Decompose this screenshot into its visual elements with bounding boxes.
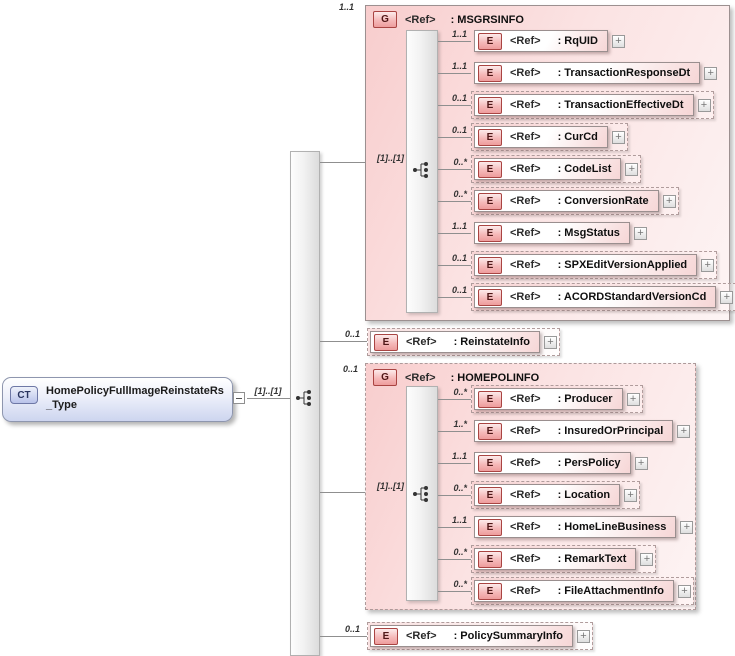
element-name: : CodeList: [557, 163, 612, 175]
connector-line: [320, 162, 365, 163]
ref-label: <Ref>: [510, 99, 541, 111]
ref-label: <Ref>: [510, 425, 541, 437]
element-name: : Producer: [557, 393, 613, 405]
element-box: [474, 420, 673, 442]
ref-label: <Ref>: [510, 67, 541, 79]
element-spxeditversionapplied[interactable]: [471, 251, 717, 279]
cardinality-label: 1..1: [338, 2, 354, 12]
expand-icon[interactable]: +: [698, 99, 711, 112]
expand-icon[interactable]: +: [704, 67, 717, 80]
expand-icon[interactable]: +: [612, 35, 625, 48]
group-badge: G: [373, 369, 397, 386]
expand-icon[interactable]: +: [635, 457, 648, 470]
expand-icon[interactable]: +: [627, 393, 640, 406]
cardinality-label: 0..1: [451, 93, 467, 103]
schema-row: [438, 26, 735, 56]
expand-icon[interactable]: +: [678, 585, 691, 598]
element-badge: E: [478, 289, 502, 306]
group-homepolinfo[interactable]: [365, 363, 696, 610]
element-badge: E: [478, 455, 502, 472]
element-name: : PolicySummaryInfo: [453, 630, 563, 642]
connector-line: [247, 398, 290, 399]
element-conversionrate[interactable]: [471, 187, 679, 215]
expand-icon[interactable]: +: [577, 630, 590, 643]
cardinality-label: [1]..[1]: [377, 153, 404, 163]
schema-row: [438, 544, 696, 574]
ref-label: <Ref>: [510, 585, 541, 597]
complex-type-node[interactable]: [2, 377, 233, 422]
schema-row: [438, 384, 696, 414]
element-name: : PersPolicy: [557, 457, 621, 469]
element-homelinebusiness[interactable]: [471, 513, 696, 541]
ref-label: <Ref>: [405, 371, 436, 384]
schema-row: [438, 282, 735, 312]
element-name: : ACORDStandardVersionCd: [557, 291, 707, 303]
element-box: [474, 222, 630, 244]
element-name: : ConversionRate: [557, 195, 649, 207]
element-remarktext[interactable]: [471, 545, 656, 573]
expand-icon[interactable]: +: [640, 553, 653, 566]
element-fileattachmentinfo[interactable]: [471, 577, 694, 605]
element-curcd[interactable]: [471, 123, 628, 151]
element-reinstateinfo[interactable]: [367, 328, 560, 356]
schema-row: [438, 218, 735, 248]
ref-label: <Ref>: [510, 227, 541, 239]
group-badge: G: [373, 11, 397, 28]
element-name: : Location: [557, 489, 611, 501]
element-badge: E: [478, 519, 502, 536]
element-badge: E: [478, 423, 502, 440]
cardinality-label: 0..*: [453, 157, 467, 167]
sequence-compositor-icon: [411, 160, 433, 180]
complex-type-name: HomePolicyFullImageReinstateRs_Type: [46, 385, 224, 411]
ref-label: <Ref>: [510, 553, 541, 565]
ref-label: <Ref>: [406, 336, 437, 348]
cardinality-label: 0..*: [453, 189, 467, 199]
schema-row: [438, 250, 735, 280]
connector-line: [320, 492, 365, 493]
expand-icon[interactable]: +: [634, 227, 647, 240]
cardinality-label: [1]..[1]: [377, 481, 404, 491]
expand-icon[interactable]: +: [663, 195, 676, 208]
element-box: [370, 331, 540, 353]
cardinality-label: 0..*: [453, 579, 467, 589]
element-badge: E: [374, 334, 398, 351]
ref-label: <Ref>: [510, 195, 541, 207]
element-box: [474, 30, 608, 52]
cardinality-label: 1..1: [451, 221, 467, 231]
expand-icon[interactable]: +: [612, 131, 625, 144]
cardinality-label: 0..*: [453, 547, 467, 557]
element-policysummaryinfo[interactable]: [367, 622, 593, 650]
group-name: : MSGRSINFO: [450, 13, 524, 26]
schema-row: [438, 58, 735, 88]
group-name: : HOMEPOLINFO: [450, 371, 540, 384]
element-box: [370, 625, 573, 647]
connector-line: [320, 341, 367, 342]
expand-icon[interactable]: +: [625, 163, 638, 176]
complex-type-badge: CT: [10, 386, 38, 404]
schema-row: [438, 90, 735, 120]
element-box: [474, 580, 674, 602]
ref-label: <Ref>: [405, 13, 436, 26]
element-box: [474, 62, 700, 84]
element-transactioneffectivedt[interactable]: [471, 91, 714, 119]
element-name: : RemarkText: [557, 553, 627, 565]
element-rquid[interactable]: [471, 27, 628, 55]
schema-row: [438, 416, 696, 446]
element-box: [474, 126, 608, 148]
element-badge: E: [478, 193, 502, 210]
ref-label: <Ref>: [406, 630, 437, 642]
element-badge: E: [478, 97, 502, 114]
expand-icon[interactable]: +: [624, 489, 637, 502]
element-codelist[interactable]: [471, 155, 641, 183]
expand-icon[interactable]: +: [544, 336, 557, 349]
element-badge: E: [478, 257, 502, 274]
element-name: : RqUID: [557, 35, 598, 47]
ref-label: <Ref>: [510, 521, 541, 533]
element-insuredorprincipal[interactable]: [471, 417, 693, 445]
ref-label: <Ref>: [510, 259, 541, 271]
element-name: : TransactionEffectiveDt: [557, 99, 684, 111]
schema-row: [438, 154, 735, 184]
sequence-compositor-icon: [294, 388, 316, 408]
ref-label: <Ref>: [510, 131, 541, 143]
ref-label: <Ref>: [510, 489, 541, 501]
element-name: : MsgStatus: [557, 227, 620, 239]
element-box: [474, 516, 676, 538]
element-box: [474, 388, 623, 410]
element-badge: E: [478, 391, 502, 408]
element-badge: E: [478, 129, 502, 146]
connector-line: [320, 636, 367, 637]
cardinality-label: 1..*: [453, 419, 467, 429]
element-msgstatus[interactable]: [471, 219, 650, 247]
element-box: [474, 452, 631, 474]
element-badge: E: [478, 161, 502, 178]
element-box: [474, 286, 716, 308]
element-acordstandardversioncd[interactable]: [471, 283, 735, 311]
expand-icon[interactable]: +: [701, 259, 714, 272]
schema-row: [438, 576, 696, 606]
expand-icon[interactable]: +: [720, 291, 733, 304]
element-name: : SPXEditVersionApplied: [557, 259, 688, 271]
ref-label: <Ref>: [510, 35, 541, 47]
element-perspolicy[interactable]: [471, 449, 651, 477]
element-badge: E: [478, 583, 502, 600]
group-msgrsinfo[interactable]: [365, 5, 730, 321]
schema-row: [438, 512, 696, 542]
cardinality-label: 0..*: [453, 483, 467, 493]
element-name: : CurCd: [557, 131, 598, 143]
cardinality-label: 0..*: [453, 387, 467, 397]
cardinality-label: 1..1: [451, 29, 467, 39]
cardinality-label: 0..1: [451, 253, 467, 263]
cardinality-label: 0..1: [451, 285, 467, 295]
cardinality-label: 0..1: [344, 624, 360, 634]
cardinality-label: 1..1: [451, 451, 467, 461]
element-box: [474, 158, 621, 180]
element-box: [474, 94, 694, 116]
schema-row: [438, 480, 696, 510]
element-name: : FileAttachmentInfo: [557, 585, 664, 597]
element-name: : InsuredOrPrincipal: [557, 425, 664, 437]
element-transactionresponsedt[interactable]: [471, 59, 720, 87]
element-badge: E: [478, 33, 502, 50]
ref-label: <Ref>: [510, 393, 541, 405]
element-badge: E: [478, 225, 502, 242]
element-badge: E: [478, 551, 502, 568]
expand-icon[interactable]: +: [680, 521, 693, 534]
element-name: : TransactionResponseDt: [557, 67, 691, 79]
ref-label: <Ref>: [510, 163, 541, 175]
element-badge: E: [374, 628, 398, 645]
schema-row: [438, 186, 735, 216]
element-box: [474, 254, 697, 276]
ref-label: <Ref>: [510, 291, 541, 303]
cardinality-label: 1..1: [451, 61, 467, 71]
cardinality-label: 0..1: [451, 125, 467, 135]
element-name: : HomeLineBusiness: [557, 521, 667, 533]
ref-label: <Ref>: [510, 457, 541, 469]
element-box: [474, 190, 659, 212]
expand-icon[interactable]: +: [677, 425, 690, 438]
element-location[interactable]: [471, 481, 640, 509]
collapse-handle-icon[interactable]: [233, 392, 245, 404]
cardinality-label: [1]..[1]: [254, 386, 282, 396]
element-box: [474, 484, 620, 506]
cardinality-label: 0..1: [344, 329, 360, 339]
element-badge: E: [478, 487, 502, 504]
cardinality-label: 1..1: [451, 515, 467, 525]
element-badge: E: [478, 65, 502, 82]
element-producer[interactable]: [471, 385, 643, 413]
schema-row: [438, 448, 696, 478]
schema-row: [438, 122, 735, 152]
element-name: : ReinstateInfo: [453, 336, 530, 348]
element-box: [474, 548, 636, 570]
cardinality-label: 0..1: [342, 364, 358, 374]
sequence-compositor-icon: [411, 484, 433, 504]
